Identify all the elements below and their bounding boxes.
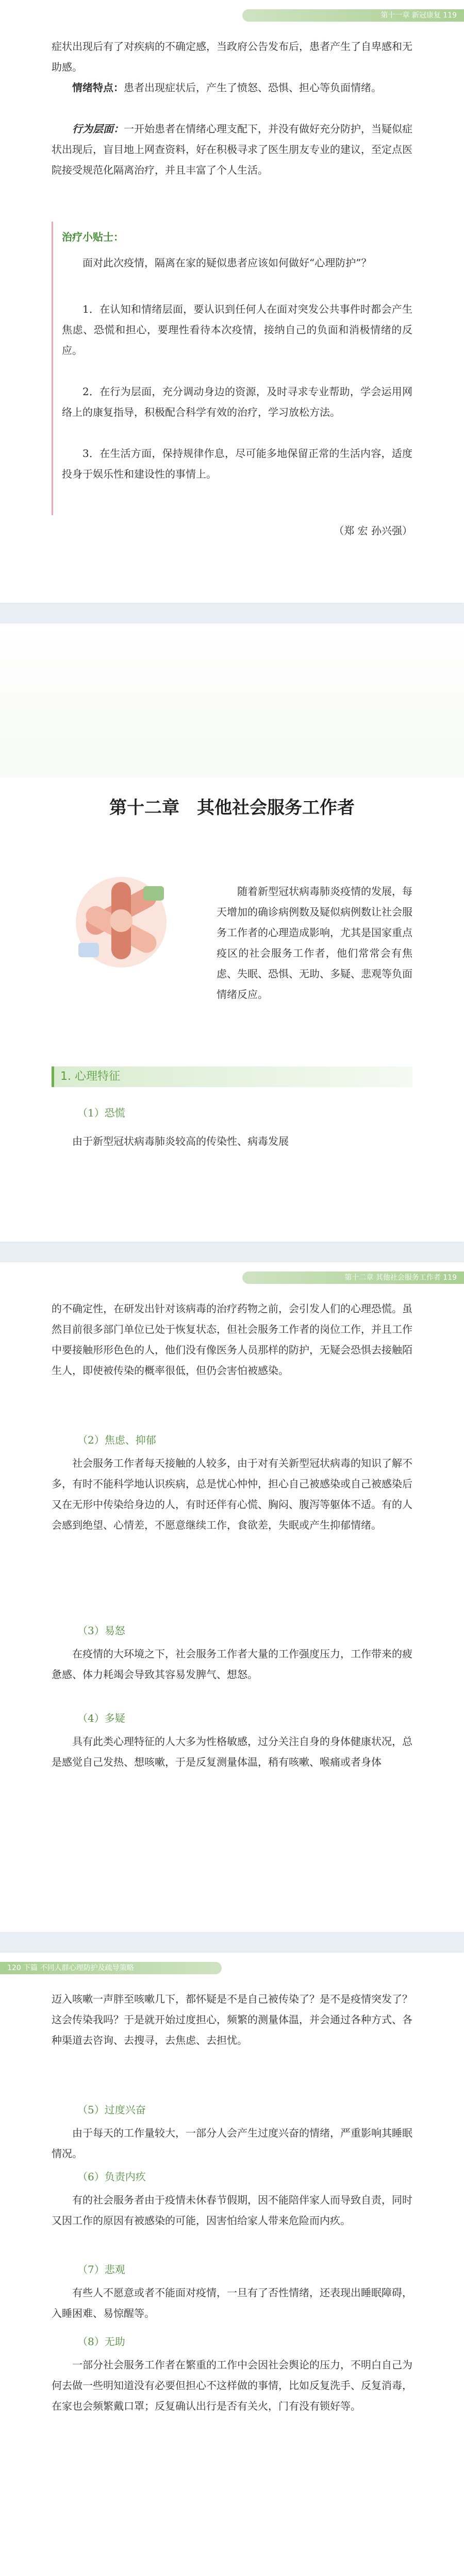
chapter-decoration-top: [0, 623, 464, 778]
page-3: [0, 1262, 464, 1932]
tip-title: 治疗小贴士：: [62, 231, 124, 243]
paragraph: 有的社会服务者由于疫情未休春节假期，因不能陪伴家人而导致自责，同时又因工作的原因有被感染的可能，因害怕给家人带来危险而内疚。: [52, 2194, 412, 2227]
paragraph: [52, 77, 412, 98]
subheading: （2）焦虑、抑郁: [77, 1434, 156, 1446]
subheading: （4）多疑: [77, 1712, 125, 1724]
paragraph: 一部分社会服务工作者在繁重的工作中会因社会舆论的压力，不明白自己为何去做一些明知道没有必要但担心不这样做的事情，比如反复洗手、反复消毒，在家也会频繁戴口罩；反复确认出行是否有关火，门有没有锁好等。: [52, 2359, 412, 2412]
page-4: [0, 1953, 464, 2576]
subheading: （5）过度兴奋: [77, 2104, 146, 2116]
chapter-intro-wrap: [217, 881, 412, 1005]
byline: （郑 宏 孙兴强）: [334, 524, 412, 537]
tip-item: 2．在行为层面，充分调动身边的资源，及时寻求专业帮助，学会运用网络上的康复指导，积极配合科学有效的治疗，学习放松方法。: [62, 385, 412, 418]
tip-intro: 面对此次疫情，隔离在家的疑似患者应该如何做好“心理防护”？: [82, 257, 372, 269]
running-header: 第十一章 新冠康复 119: [242, 9, 464, 22]
term-label: 情绪特点：: [72, 81, 124, 94]
subheading: （8）无助: [77, 2335, 125, 2348]
paragraph: 的不确定性，在研发出针对该病毒的治疗药物之前，会引发人们的心理恐慌。虽然目前很多部门单位已处于恢复状态，但社会服务工作者的岗位工作，并且工作中要接触形形色色的人，他们没有像医务人员那样的防护，无疑会恐惧去接触陌生人，即使被传染的概率很低，但仍会害怕被感染。: [52, 1302, 412, 1377]
running-header: 第十二章 其他社会服务工作者 119: [242, 1272, 464, 1284]
tip-accent-bar: [52, 222, 53, 376]
chapter-intro: 随着新型冠状病毒肺炎疫情的发展，每天增加的确诊病例数及疑似病例数让社会服务工作者的心理造成影响，尤其是国家重点疫区的社会服务工作者，他们常常会有焦虑、失眠、恐惧、无助、多疑、悲观等负面情绪反应。: [217, 885, 412, 1001]
paragraph: 有些人不愿意或者不能面对疫情，一旦有了否性情绪，还表现出睡眠障碍，入睡困难、易惊醒等。: [52, 2286, 412, 2319]
page-2: [0, 623, 464, 1242]
section-heading: 1. 心理特征: [52, 1066, 412, 1087]
subheading: （6）负责内疚: [77, 2171, 146, 2183]
hands-illustration: [67, 866, 175, 979]
paragraph: [52, 118, 412, 180]
term-label: 行为层面：: [72, 123, 124, 135]
term-text: 一开始患者在情绪心理支配下，并没有做好充分防护，当疑似症状出现后，盲目地上网查资料，好在积极寻求了医生朋友专业的建议，至定点医院接受规范化隔离治疗，并且丰富了个人生活。: [52, 123, 412, 176]
subheading: （1）恐慌: [77, 1107, 125, 1119]
paragraph: 具有此类心理特征的人大多为性格敏感，过分关注自身的身体健康状况，总是感觉自己发热、想咳嗽，于是反复测量体温，稍有咳嗽、喉痛或者身体: [52, 1735, 412, 1768]
term-text: 患者出现症状后，产生了愤怒、恐惧、担心等负面情绪。: [124, 81, 382, 94]
running-header: 120 下篇 不同人群心理防护及疏导策略: [0, 1962, 222, 1974]
paragraph: 由于新型冠状病毒肺炎较高的传染性、病毒发展: [72, 1135, 289, 1147]
tip-item: 3．在生活方面，保持规律作息，尽可能多地保留正常的生活内容，适度投身于娱乐性和建设性的事情上。: [62, 447, 412, 480]
paragraph: 社会服务工作者每天接触的人较多，由于对有关新型冠状病毒的知识了解不多，有时不能科学地认识疾病，总是忧心忡忡，担心自己被感染或自己被感染后又在无形中传染给身边的人，有时还伴有心慌、胸闷、腹泻等躯体不适。有的人会感到绝望、心情差，不愿意继续工作，食欲差，失眠或产生抑郁情绪。: [52, 1457, 412, 1531]
paragraph: 迈入咳嗽一声胖至咳嗽几下，都怀疑是不是自己被传染了？是不是疫情突发了？这会传染我吗？于是就开始过度担心，频繁的测量体温，并会通过各种方式、各种渠道去咨询、去搜寻，去焦虑、去担忧。: [52, 1993, 412, 2046]
subheading: （3）易怒: [77, 1624, 125, 1637]
page-1: [0, 0, 464, 603]
tip-item: 1．在认知和情绪层面，要认识到任何人在面对突发公共事件时都会产生焦虑、恐慌和担心，要理性看待本次疫情，接纳自己的负面和消极情绪的反应。: [62, 303, 412, 357]
paragraph: 症状出现后有了对疾病的不确定感，当政府公告发布后，患者产生了自卑感和无助感。: [52, 40, 412, 73]
subheading: （7）悲观: [77, 2263, 125, 2276]
paragraph: 在疫情的大环境之下，社会服务工作者大量的工作强度压力，工作带来的疲惫感、体力耗竭会导致其容易发脾气、想怒。: [52, 1648, 412, 1681]
paragraph: 由于每天的工作量较大，一部分人会产生过度兴奋的情绪，严重影响其睡眠情况。: [52, 2127, 412, 2160]
chapter-title: 第十二章 其他社会服务工作者: [109, 798, 355, 818]
